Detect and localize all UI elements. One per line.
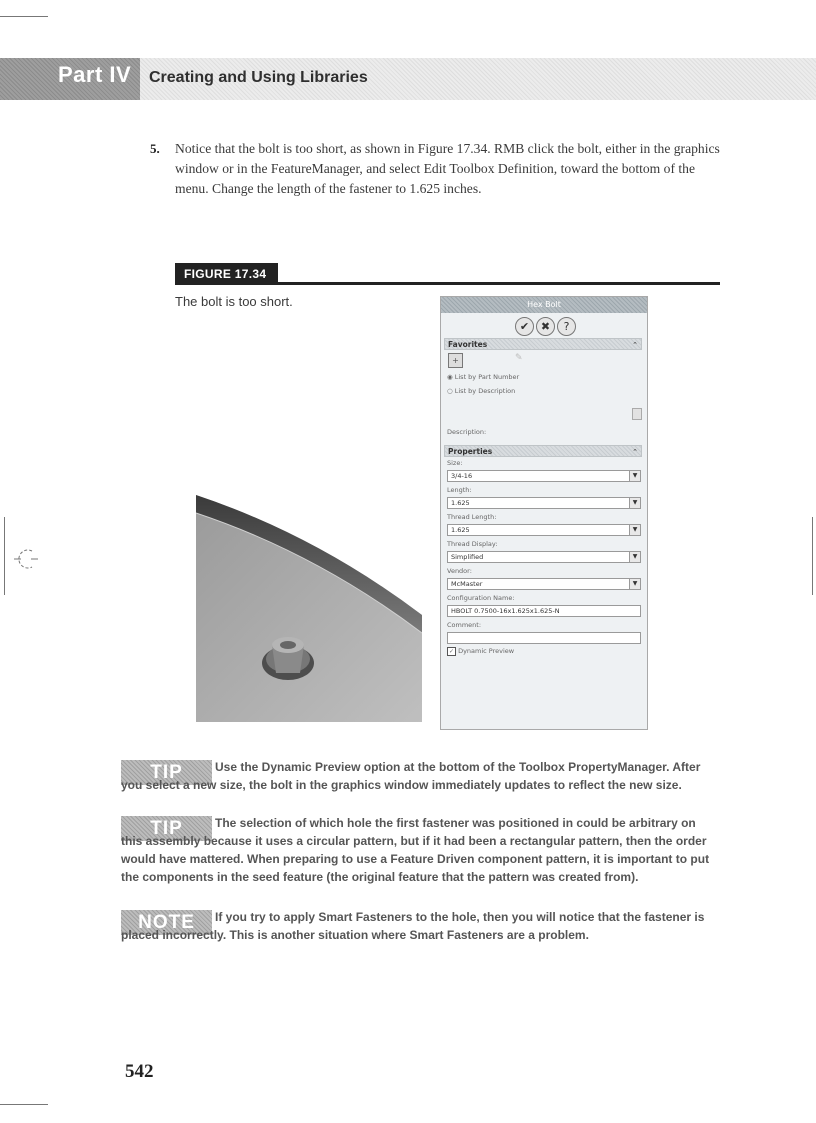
favorites-group-header[interactable] [444,338,642,350]
panel-title: Hex Bolt [441,297,647,313]
figure-rule [278,282,720,285]
vendor-value: McMaster [451,580,483,588]
size-value: 3/4-16 [451,472,473,480]
vendor-select[interactable] [447,578,641,590]
chevron-down-icon[interactable]: ▼ [629,525,640,535]
list-dropdown-icon[interactable] [632,408,642,420]
part-label: Part IV [58,62,132,87]
dynamic-preview-checkbox[interactable] [447,647,514,656]
dynamic-preview-label: Dynamic Preview [458,647,515,655]
thread-length-value: 1.625 [451,526,470,534]
tip-badge-text: TIP [150,818,183,839]
note-text: If you try to apply Smart Fasteners to the hole, then you will notice that the fastener is placed incorrectly. This is another situation where Smart Fasteners are a problem. [121,910,705,942]
length-label: Length: [447,486,472,494]
collapse-icon[interactable]: ⌃ [632,341,638,349]
properties-group-header[interactable] [444,445,642,457]
radio-label: List by Description [454,387,516,395]
page-number: 542 [125,1061,154,1082]
comment-label: Comment: [447,621,482,629]
properties-heading: Properties [448,447,493,456]
length-value: 1.625 [451,499,470,507]
crop-mark [0,1104,48,1105]
figure-caption: The bolt is too short. [175,294,293,309]
favorites-heading: Favorites [448,340,488,349]
figure-label [175,263,278,285]
property-manager-panel [440,296,648,730]
registration-mark [14,548,38,570]
thread-display-select[interactable] [447,551,641,563]
chevron-down-icon[interactable]: ▼ [629,579,640,589]
chevron-down-icon[interactable]: ▼ [629,552,640,562]
thread-display-label: Thread Display: [447,540,498,548]
collapse-icon[interactable]: ⌃ [632,448,638,456]
comment-input[interactable] [447,632,641,644]
config-name-input[interactable] [447,605,641,617]
chevron-down-icon[interactable]: ▼ [629,471,640,481]
question-icon[interactable]: ? [557,317,576,336]
config-name-value: HBOLT 0.7500-16x1.625x1.625-N [451,607,560,615]
thread-display-value: Simplified [451,553,484,561]
chevron-down-icon[interactable]: ▼ [629,498,640,508]
description-label: Description: [447,428,487,436]
size-label: Size: [447,459,463,467]
crop-mark [4,517,5,595]
size-select[interactable] [447,470,641,482]
favorites-list[interactable] [447,401,641,425]
thread-length-select[interactable] [447,524,641,536]
config-name-label: Configuration Name: [447,594,515,602]
tip-badge-text: TIP [150,762,183,783]
radio-list-by-description[interactable]: ○ List by Description [447,387,516,395]
favorite-disabled-icon: ✎ [515,353,523,363]
radio-list-by-part-number[interactable]: ◉ List by Part Number [447,373,520,381]
tip-text: Use the Dynamic Preview option at the bottom of the Toolbox PropertyManager. After you select a new size, the bolt in the graphics window immediately updates to reflect the new size. [121,760,701,792]
figure-label-text: FIGURE 17.34 [184,267,267,281]
vendor-label: Vendor: [447,567,472,575]
add-favorite-icon[interactable]: + [448,353,463,368]
crop-mark [0,16,48,17]
length-select[interactable] [447,497,641,509]
thread-length-label: Thread Length: [447,513,497,521]
check-icon[interactable]: ✔ [515,317,534,336]
step-text: Notice that the bolt is too short, as shown in Figure 17.34. RMB click the bolt, either in the graphics window or in the FeatureManager, and select Edit Toolbox Definition, toward the bottom of the menu. Change the length of the fastener to 1.625 inches. [175,141,720,196]
tip-text: The selection of which hole the first fastener was positioned in could be arbitrary on this assembly because it uses a circular pattern, but if it had been a rectangular pattern, then the order would have mattered. When preparing to use a Feature Driven component pattern, it is important to put the components in the seed feature (the original feature that the pattern was created from). [121,816,710,884]
note-badge-text: NOTE [138,912,195,933]
checkbox-checked-icon[interactable]: ✓ [448,648,455,655]
crop-mark [812,517,813,595]
chapter-title: Creating and Using Libraries [149,69,368,86]
step-number: 5. [150,141,160,156]
graphics-window-bolt [196,495,422,722]
radio-label: List by Part Number [454,373,520,381]
x-icon[interactable]: ✖ [536,317,555,336]
